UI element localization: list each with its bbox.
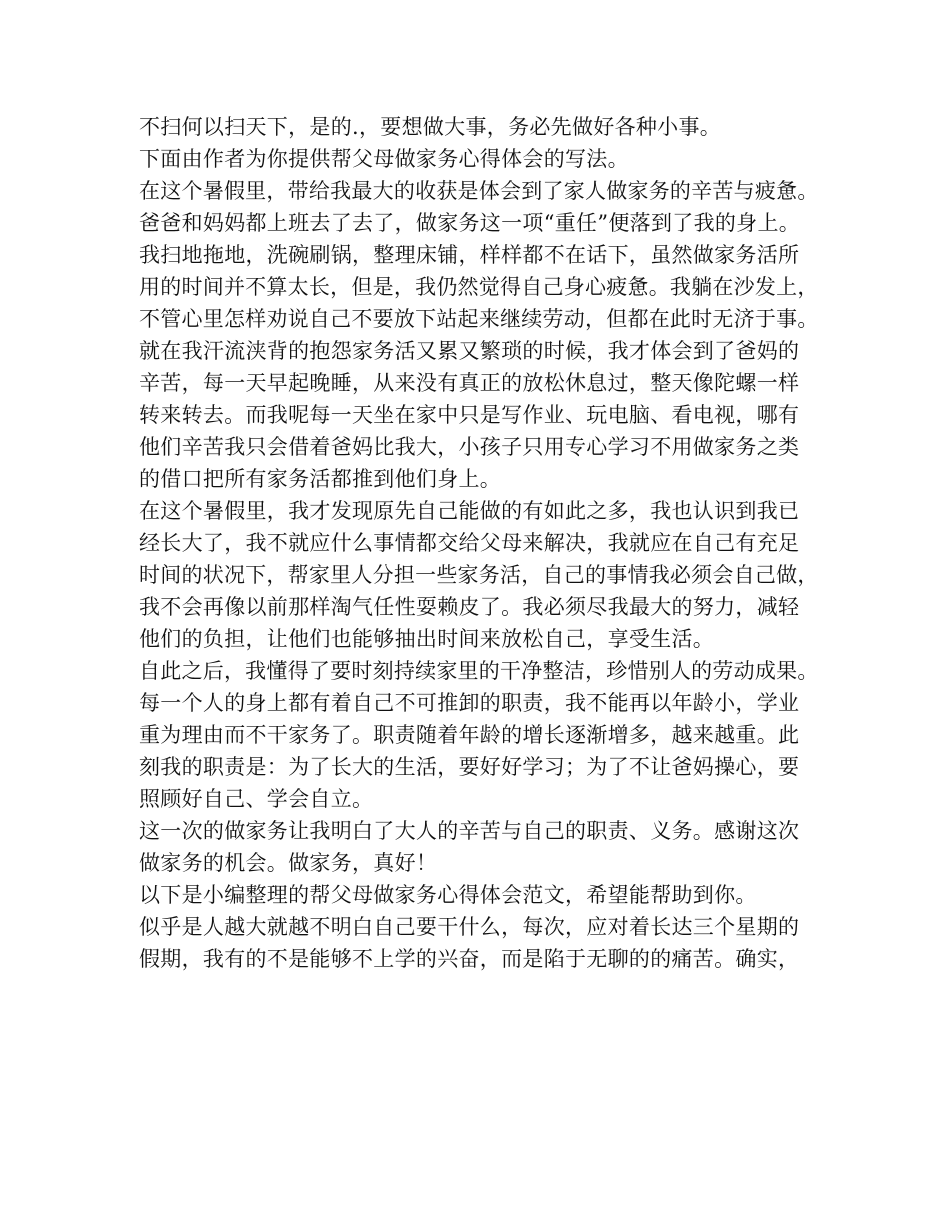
text-line: 似乎是人越大就越不明白自己要干什么，每次，应对着长达三个星期的 [139,915,800,939]
text-line: 用的时间并不算太长，但是，我仍然觉得自己身心疲惫。我躺在沙发上， [139,275,819,299]
text-line: 经长大了，我不就应什么事情都交给父母来解决，我就应在自己有充足 [139,531,800,555]
text-line: 的借口把所有家务活都推到他们身上。 [139,467,502,491]
text-line: 这一次的做家务让我明白了大人的辛苦与自己的职责、义务。感谢这次 [139,819,800,843]
text-line: 辛苦，每一天早起晚睡，从来没有真正的放松休息过，整天像陀螺一样 [139,371,800,395]
text-line: 他们的负担，让他们也能够抽出时间来放松自己，享受生活。 [139,627,715,651]
text-line: 假期，我有的不是能够不上学的兴奋，而是陷于无聊的的痛苦。确实， [139,947,800,971]
text-line: 就在我汗流浃背的抱怨家务活又累又繁琐的时候，我才体会到了爸妈的 [139,339,800,363]
text-line: 刻我的职责是：为了长大的生活，要好好学习；为了不让爸妈操心，要 [139,755,800,779]
text-line: 以下是小编整理的帮父母做家务心得体会范文，希望能帮助到你。 [139,883,757,907]
text-line: 重为理由而不干家务了。职责随着年龄的增长逐渐增多，越来越重。此 [139,723,800,747]
text-line: 每一个人的身上都有着自己不可推卸的职责，我不能再以年龄小，学业 [139,691,800,715]
text-line: 不扫何以扫天下，是的.，要想做大事，务必先做好各种小事。 [139,115,722,139]
text-line: 做家务的机会。做家务，真好！ [139,851,438,875]
text-line: 爸爸和妈妈都上班去了去了，做家务这一项“重任”便落到了我的身上。 [139,211,801,235]
text-line: 我扫地拖地，洗碗刷锅，整理床铺，样样都不在话下，虽然做家务活所 [139,243,800,267]
text-line: 在这个暑假里，我才发现原先自己能做的有如此之多，我也认识到我已 [139,499,800,523]
text-line: 转来转去。而我呢每一天坐在家中只是写作业、玩电脑、看电视，哪有 [139,403,800,427]
text-line: 照顾好自己、学会自立。 [139,787,374,811]
text-line: 在这个暑假里，带给我最大的收获是体会到了家人做家务的辛苦与疲惫。 [139,179,819,203]
text-line: 他们辛苦我只会借着爸妈比我大，小孩子只用专心学习不用做家务之类 [139,435,800,459]
text-line: 我不会再像以前那样淘气任性耍赖皮了。我必须尽我最大的努力，减轻 [139,595,800,619]
text-line: 时间的状况下，帮家里人分担一些家务活，自己的事情我必须会自己做， [139,563,819,587]
text-line: 不管心里怎样劝说自己不要放下站起来继续劳动，但都在此时无济于事。 [139,307,819,331]
text-line: 下面由作者为你提供帮父母做家务心得体会的写法。 [139,147,629,171]
document-body [139,111,819,975]
text-line: 自此之后，我懂得了要时刻持续家里的干净整洁，珍惜别人的劳动成果。 [139,659,819,683]
